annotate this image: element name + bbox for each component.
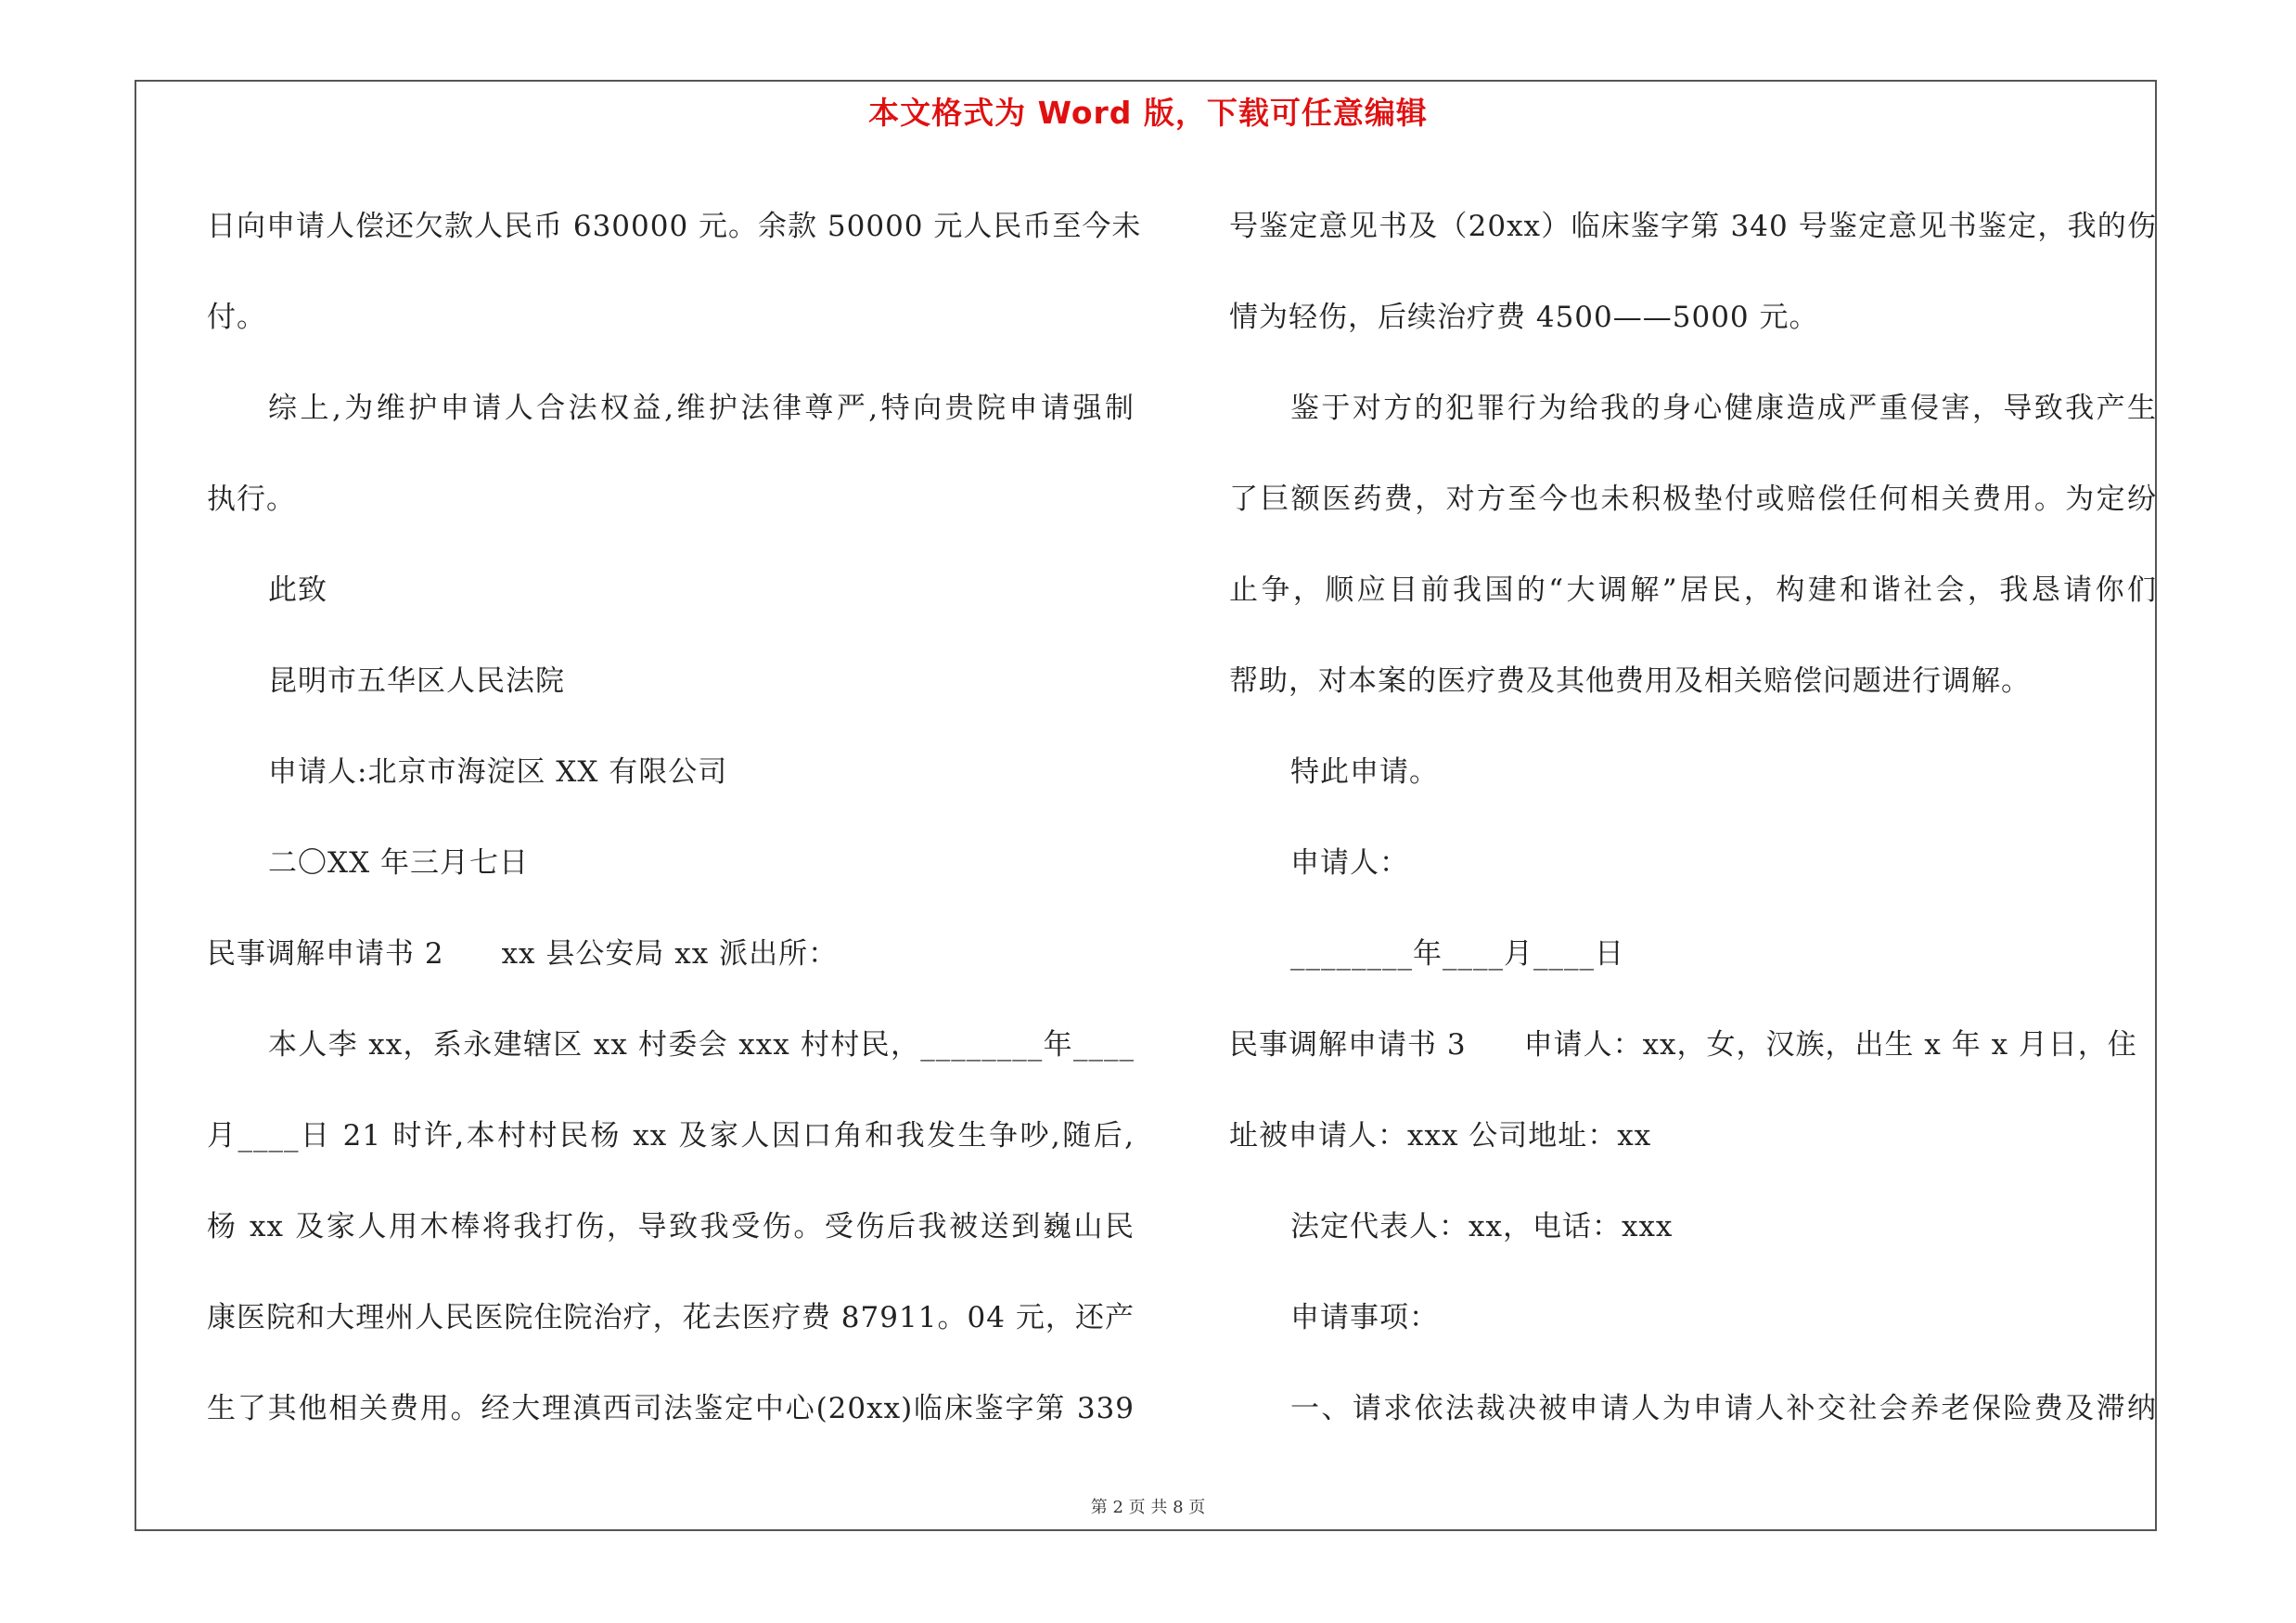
line-text: 址被申请人：xxx 公司地址：xx bbox=[1229, 1119, 1652, 1153]
page-footer: 第 2 页 共 8 页 bbox=[1090, 1498, 1206, 1517]
format-banner: 本文格式为 Word 版，下载可任意编辑 bbox=[868, 95, 1428, 131]
text-line bbox=[207, 181, 1142, 272]
text-line bbox=[207, 1181, 1135, 1272]
text-line bbox=[1229, 454, 2157, 545]
line-text: 本人李 xx，系永建辖区 xx 村委会 xxx 村村民，________年____ bbox=[268, 1028, 1135, 1062]
text-line bbox=[1229, 727, 2157, 818]
line-text: 日向申请人偿还欠款人民币 630000 元。余款 50000 元人民币至今未 bbox=[207, 210, 1142, 243]
line-text: 情为轻伤，后续治疗费 4500——5000 元。 bbox=[1229, 301, 1819, 334]
text-line bbox=[1229, 636, 2157, 727]
text-line bbox=[1229, 908, 2157, 999]
line-text: 月____日 21 时许,本村村民杨 xx 及家人因口角和我发生争吵,随后, bbox=[207, 1119, 1135, 1153]
text-line bbox=[1229, 1090, 2157, 1181]
line-text: 一、请求依法裁决被申请人为申请人补交社会养老保险费及滞纳 bbox=[1290, 1392, 2157, 1425]
text-line bbox=[1229, 181, 2157, 272]
text-line bbox=[207, 999, 1135, 1090]
line-text: 昆明市五华区人民法院 bbox=[268, 664, 565, 698]
text-line bbox=[207, 1272, 1135, 1363]
text-line bbox=[207, 818, 1135, 908]
line-text: 申请人:北京市海淀区 XX 有限公司 bbox=[268, 755, 728, 789]
line-text: 民事调解申请书 2 bbox=[207, 937, 444, 971]
line-text: 执行。 bbox=[207, 483, 296, 516]
text-line bbox=[207, 363, 1135, 454]
text-line bbox=[207, 272, 1135, 363]
text-line bbox=[1229, 1363, 2157, 1454]
text-line bbox=[207, 908, 1135, 999]
text-line bbox=[207, 454, 1135, 545]
line-text: 二〇XX 年三月七日 bbox=[268, 846, 529, 880]
text-line bbox=[207, 727, 1135, 818]
text-line bbox=[207, 1090, 1135, 1181]
text-line bbox=[1229, 1181, 2157, 1272]
line-text: 申请人： bbox=[1290, 846, 1409, 880]
line-text: 号鉴定意见书及（20xx）临床鉴字第 340 号鉴定意见书鉴定，我的伤 bbox=[1229, 210, 2157, 243]
line-text-continued: xx 县公安局 xx 派出所： bbox=[501, 937, 839, 971]
line-text: 此致 bbox=[268, 573, 327, 607]
line-text: 付。 bbox=[207, 301, 266, 334]
line-text-continued: 申请人：xx，女，汉族，出生 x 年 x 月日，住 bbox=[1523, 1028, 2137, 1062]
line-text: 特此申请。 bbox=[1290, 755, 1439, 789]
text-line bbox=[1229, 363, 2157, 454]
line-text: 帮助，对本案的医疗费及其他费用及相关赔偿问题进行调解。 bbox=[1229, 664, 2031, 698]
text-line bbox=[1229, 1272, 2157, 1363]
text-line bbox=[207, 1363, 1135, 1454]
line-text: 申请事项： bbox=[1290, 1301, 1439, 1334]
line-text: 综上,为维护申请人合法权益,维护法律尊严,特向贵院申请强制 bbox=[268, 392, 1135, 425]
line-text: 生了其他相关费用。经大理滇西司法鉴定中心(20xx)临床鉴字第 339 bbox=[207, 1392, 1135, 1425]
line-text: 了巨额医药费，对方至今也未积极垫付或赔偿任何相关费用。为定纷 bbox=[1229, 483, 2157, 516]
text-line bbox=[207, 545, 1135, 636]
line-text: 止争，顺应目前我国的“大调解”居民，构建和谐社会，我恳请你们 bbox=[1229, 573, 2157, 607]
text-line bbox=[1229, 272, 2157, 363]
line-text: 法定代表人：xx，电话：xxx bbox=[1290, 1210, 1674, 1243]
line-text: ________年____月____日 bbox=[1290, 937, 1624, 971]
text-line bbox=[1229, 545, 2157, 636]
left-column bbox=[207, 181, 1142, 1454]
right-column bbox=[1229, 181, 2157, 1454]
line-text: 康医院和大理州人民医院住院治疗，花去医疗费 87911。04 元，还产 bbox=[207, 1301, 1135, 1334]
line-text: 民事调解申请书 3 bbox=[1229, 1028, 1467, 1062]
text-line bbox=[207, 636, 1135, 727]
text-line bbox=[1229, 818, 2157, 908]
line-text: 鉴于对方的犯罪行为给我的身心健康造成严重侵害，导致我产生 bbox=[1290, 392, 2157, 425]
text-line bbox=[1229, 999, 2157, 1090]
line-text: 杨 xx 及家人用木棒将我打伤，导致我受伤。受伤后我被送到巍山民 bbox=[207, 1210, 1135, 1243]
